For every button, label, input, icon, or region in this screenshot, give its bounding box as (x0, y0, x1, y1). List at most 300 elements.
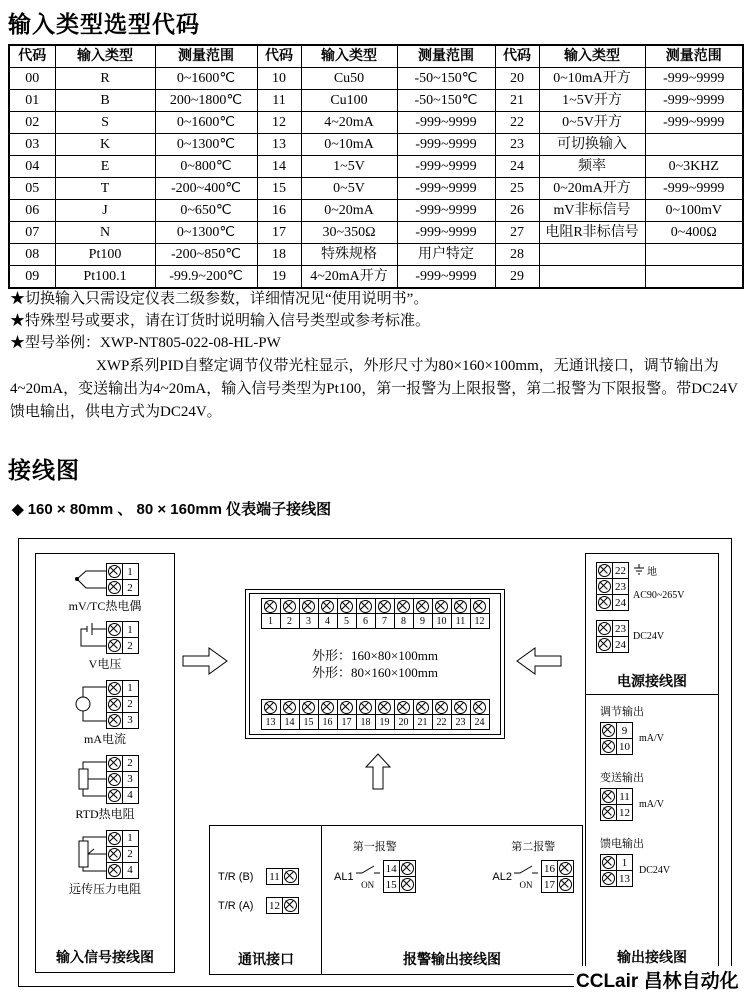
screw-terminal (557, 876, 574, 893)
table-cell: 26 (495, 200, 539, 222)
screw-icon (598, 580, 611, 593)
wiring-diagram (18, 538, 732, 987)
table-cell: Pt100 (55, 244, 155, 266)
terminal-row (600, 788, 633, 805)
screw-icon (473, 701, 486, 714)
column-header: 测量范围 (645, 45, 743, 68)
table-cell: 13 (257, 134, 301, 156)
terminal-row (106, 846, 139, 863)
bottom-terminal-strip (261, 699, 490, 730)
table-cell: 02 (9, 112, 55, 134)
terminal-unit (299, 598, 319, 629)
table-cell (539, 266, 645, 289)
comm-signal-label: T/R (A) (218, 899, 254, 912)
terminal-number: 3 (299, 613, 319, 629)
screw-terminal (106, 637, 123, 654)
screw-icon (397, 701, 410, 714)
terminal-number: 6 (356, 613, 376, 629)
screw-icon (378, 600, 391, 613)
screw-icon (454, 600, 467, 613)
screw-terminal (106, 862, 123, 879)
output-groups (600, 703, 716, 901)
notes-list (10, 288, 430, 354)
screw-terminal (318, 598, 338, 614)
terminal-number: 2 (122, 696, 139, 713)
screw-terminal (106, 771, 123, 788)
terminal-unit (337, 598, 357, 629)
output-group-label: 调节输出 (600, 706, 644, 718)
table-row (9, 134, 743, 156)
screw-icon (559, 878, 572, 891)
output-signal-note: mA/V (639, 799, 664, 810)
screw-icon (108, 623, 121, 636)
terminal-number: 2 (122, 637, 139, 654)
terminal-number: 1 (122, 563, 139, 580)
terminal-row (596, 636, 629, 653)
screw-terminal (600, 854, 617, 871)
terminal-number: 4 (122, 787, 139, 804)
screw-icon (321, 701, 334, 714)
screw-icon (602, 790, 615, 803)
alarm-units (334, 838, 574, 893)
terminal-row (596, 562, 629, 579)
table-cell: 15 (257, 178, 301, 200)
terminal-row (106, 712, 139, 729)
screw-terminal (596, 620, 613, 637)
table-cell: Cu50 (301, 68, 397, 90)
column-header: 代码 (495, 45, 539, 68)
ac-range-label: AC90~265V (633, 589, 685, 601)
terminal-row (106, 579, 139, 596)
column-header: 代码 (257, 45, 301, 68)
table-cell: 0~5V开方 (539, 112, 645, 134)
table-cell: -999~9999 (645, 112, 743, 134)
input-group (36, 563, 174, 614)
screw-terminal (600, 738, 617, 755)
terminal-block (600, 854, 633, 887)
terminal-number: 17 (541, 876, 558, 893)
terminal-row (106, 771, 139, 788)
screw-icon (401, 862, 414, 875)
table-cell: 04 (9, 156, 55, 178)
table-cell: 0~800℃ (155, 156, 257, 178)
input-group-label: RTD热电阻 (75, 807, 135, 821)
table-cell: 30~350Ω (301, 222, 397, 244)
terminal-number: 22 (432, 714, 452, 730)
output-wiring-box (585, 694, 719, 973)
screw-terminal (261, 598, 281, 614)
terminal-block (596, 562, 629, 611)
column-header: 输入类型 (301, 45, 397, 68)
screw-terminal (106, 787, 123, 804)
terminal-row (106, 680, 139, 697)
alarm-box-title: 报警输出接线图 (403, 953, 501, 968)
table-cell: 12 (257, 112, 301, 134)
screw-terminal (596, 636, 613, 653)
screw-icon (264, 701, 277, 714)
pressure-sensor-icon (72, 829, 106, 879)
screw-icon (602, 740, 615, 753)
alarm-name: AL1 (334, 870, 354, 883)
terminal-row (600, 854, 633, 871)
screw-terminal (356, 699, 376, 715)
table-cell: 电阻R非标信号 (539, 222, 645, 244)
table-cell: 01 (9, 90, 55, 112)
input-group-label: V电压 (88, 657, 122, 671)
input-codes-table (8, 44, 744, 289)
terminal-unit (432, 699, 452, 730)
terminal-unit (413, 598, 433, 629)
table-cell: -999~9999 (397, 200, 495, 222)
table-cell: 0~1600℃ (155, 68, 257, 90)
input-wiring (72, 679, 139, 729)
screw-terminal (280, 699, 300, 715)
terminal-unit (318, 699, 338, 730)
output-row (600, 788, 716, 821)
table-cell (645, 266, 743, 289)
terminal-row (600, 804, 633, 821)
ma-sensor-icon (72, 679, 106, 729)
screw-icon (602, 872, 615, 885)
terminal-unit (470, 598, 490, 629)
screw-terminal (106, 621, 123, 638)
screw-terminal (356, 598, 376, 614)
table-cell: mV非标信号 (539, 200, 645, 222)
output-box-title: 输出接线图 (617, 951, 687, 966)
column-header: 代码 (9, 45, 55, 68)
screw-icon (283, 701, 296, 714)
table-cell: 4~20mA (301, 112, 397, 134)
terminal-number: 23 (612, 620, 629, 637)
terminal-number: 7 (375, 613, 395, 629)
alarm-row (492, 860, 574, 893)
table-cell: 11 (257, 90, 301, 112)
screw-terminal (596, 594, 613, 611)
screw-terminal (596, 562, 613, 579)
terminal-unit (356, 598, 376, 629)
screw-terminal (600, 870, 617, 887)
table-cell: K (55, 134, 155, 156)
screw-icon (435, 701, 448, 714)
terminal-row (600, 722, 633, 739)
terminal-number: 9 (413, 613, 433, 629)
terminal-number: 11 (616, 788, 633, 805)
terminal-number: 15 (299, 714, 319, 730)
alarm-switch (356, 863, 380, 890)
screw-terminal (106, 579, 123, 596)
terminal-unit (261, 598, 281, 629)
alarm-unit (334, 838, 416, 893)
terminal-number: 2 (280, 613, 300, 629)
screw-terminal (394, 699, 414, 715)
switch-on-label: ON (519, 880, 533, 890)
terminal-number: 23 (451, 714, 471, 730)
terminal-block (596, 620, 629, 653)
table-cell (539, 244, 645, 266)
table-cell: 0~100mV (645, 200, 743, 222)
screw-icon (302, 600, 315, 613)
terminal-row (541, 860, 574, 877)
watermark-text: CCLair 昌林自动化 (574, 966, 741, 993)
table-cell: 10 (257, 68, 301, 90)
output-group-label: 馈电输出 (600, 838, 644, 850)
screw-terminal (375, 699, 395, 715)
power-blocks (596, 562, 716, 662)
terminal-unit (280, 598, 300, 629)
screw-terminal (600, 804, 617, 821)
terminal-number: 15 (383, 876, 400, 893)
table-cell: 24 (495, 156, 539, 178)
table-cell: S (55, 112, 155, 134)
screw-icon (108, 565, 121, 578)
screw-icon (108, 714, 121, 727)
terminal-block (541, 860, 574, 893)
terminal-number: 3 (122, 712, 139, 729)
terminal-row (383, 876, 416, 893)
comm-signal-label: T/R (B) (218, 870, 254, 883)
arrow-left-icon (515, 643, 563, 679)
table-cell: 特殊规格 (301, 244, 397, 266)
comm-rows (218, 868, 318, 926)
screw-terminal (106, 563, 123, 580)
screw-terminal (399, 876, 416, 893)
table-row (9, 112, 743, 134)
terminal-number: 24 (470, 714, 490, 730)
power-ac-block (596, 562, 716, 611)
screw-terminal (375, 598, 395, 614)
note-line: ★型号举例：XWP-NT805-022-08-HL-PW (10, 335, 281, 351)
switch-icon (514, 863, 538, 881)
comm-interface-box (209, 825, 323, 975)
input-group (36, 754, 174, 822)
table-cell: 用户特定 (397, 244, 495, 266)
output-signal-note: mA/V (639, 733, 664, 744)
screw-terminal (318, 699, 338, 715)
terminal-strip-box (245, 589, 505, 739)
v-sensor-icon (72, 621, 106, 654)
table-cell: 06 (9, 200, 55, 222)
table-row (9, 244, 743, 266)
screw-icon (416, 701, 429, 714)
column-header: 测量范围 (155, 45, 257, 68)
table-cell: 1~5V开方 (539, 90, 645, 112)
switch-icon (356, 863, 380, 881)
column-header: 测量范围 (397, 45, 495, 68)
terminal-number: 1 (122, 830, 139, 847)
screw-terminal (432, 598, 452, 614)
screw-icon (283, 600, 296, 613)
input-group (36, 621, 174, 672)
terminal-number: 8 (394, 613, 414, 629)
terminal-unit (470, 699, 490, 730)
terminal-unit (375, 699, 395, 730)
screw-terminal (451, 699, 471, 715)
terminal-number: 16 (541, 860, 558, 877)
screw-terminal (413, 699, 433, 715)
alarm-switch (514, 863, 538, 890)
top-terminal-strip (261, 598, 490, 629)
table-cell: 0~1600℃ (155, 112, 257, 134)
output-group (600, 769, 716, 821)
screw-terminal (600, 722, 617, 739)
note-line: ★特殊型号或要求，请在订货时说明输入信号类型或参考标准。 (10, 313, 431, 329)
terminal-number: 12 (470, 613, 490, 629)
wiring-subtitle: ◆ 160 × 80mm 、 80 × 160mm 仪表端子接线图 (12, 501, 332, 518)
terminal-row (106, 621, 139, 638)
table-cell: N (55, 222, 155, 244)
comm-box-title: 通讯接口 (238, 953, 294, 968)
table-row (9, 222, 743, 244)
model-example-paragraph: XWP系列PID自整定调节仪带光柱显示，外形尺寸为80×160×100mm，无通讯接口，调节输出为4~20mA，变送输出为4~20mA，输入信号类型为Pt100，第一报警为上限报警，第二报警为下限报警。带DC24V馈电输出，供电方式为DC24V。 (10, 358, 738, 420)
terminal-row (600, 738, 633, 755)
terminal-row (106, 637, 139, 654)
terminal-number: 2 (122, 846, 139, 863)
terminal-number: 5 (337, 613, 357, 629)
input-panel-title: 输入信号接线图 (56, 951, 154, 966)
input-wiring (72, 754, 139, 804)
arrow-right-icon (181, 643, 229, 679)
terminal-row (596, 594, 629, 611)
alarm-caption: 第一报警 (352, 841, 397, 853)
table-cell: 0~10mA (301, 134, 397, 156)
table-cell: 14 (257, 156, 301, 178)
terminal-block (106, 563, 139, 596)
screw-terminal (600, 788, 617, 805)
table-cell: 17 (257, 222, 301, 244)
table-cell: 0~650℃ (155, 200, 257, 222)
screw-icon (108, 848, 121, 861)
screw-icon (108, 773, 121, 786)
table-cell: -999~9999 (397, 112, 495, 134)
screw-terminal (557, 860, 574, 877)
terminal-row (106, 830, 139, 847)
terminal-unit (337, 699, 357, 730)
terminal-number: 1 (616, 854, 633, 871)
terminal-strip-inner (249, 593, 501, 735)
screw-icon (602, 806, 615, 819)
screw-terminal (106, 830, 123, 847)
arrow-up-icon (363, 751, 393, 791)
case-size-line: 外形：80×160×100mm (312, 665, 438, 680)
table-cell: 23 (495, 134, 539, 156)
terminal-unit (375, 598, 395, 629)
table-cell: J (55, 200, 155, 222)
screw-terminal (337, 699, 357, 715)
terminal-strip-top (261, 598, 490, 629)
output-group (600, 835, 716, 887)
terminal-block (106, 680, 139, 729)
table-cell: -999~9999 (397, 156, 495, 178)
table-cell: 18 (257, 244, 301, 266)
terminal-number: 13 (616, 870, 633, 887)
table-cell: -999~9999 (397, 266, 495, 289)
terminal-number: 4 (318, 613, 338, 629)
rtd-sensor-icon (72, 754, 106, 804)
column-header: 输入类型 (55, 45, 155, 68)
terminal-row (600, 870, 633, 887)
screw-icon (321, 600, 334, 613)
codes-table-body (9, 68, 743, 289)
output-row (600, 722, 716, 755)
screw-terminal (106, 846, 123, 863)
table-cell: 0~10mA开方 (539, 68, 645, 90)
input-group-label: mV/TC热电偶 (68, 599, 142, 613)
table-cell: 28 (495, 244, 539, 266)
terminal-number: 11 (451, 613, 471, 629)
screw-icon (454, 701, 467, 714)
table-row (9, 266, 743, 289)
table-cell: 0~1300℃ (155, 222, 257, 244)
switch-on-label: ON (361, 880, 375, 890)
table-cell (645, 134, 743, 156)
table-cell: -50~150℃ (397, 68, 495, 90)
terminal-row (106, 787, 139, 804)
terminal-block (266, 897, 299, 914)
table-cell: 07 (9, 222, 55, 244)
terminal-number: 24 (612, 636, 629, 653)
power-wiring-box (585, 553, 719, 697)
screw-icon (416, 600, 429, 613)
table-cell: 0~20mA (301, 200, 397, 222)
terminal-row (106, 755, 139, 772)
terminal-number: 14 (280, 714, 300, 730)
screw-icon (108, 682, 121, 695)
terminal-number: 12 (266, 897, 283, 914)
terminal-row (266, 868, 299, 885)
screw-terminal (432, 699, 452, 715)
input-wiring (72, 621, 139, 654)
alarm-name: AL2 (492, 870, 512, 883)
codes-table-head-row (9, 45, 743, 68)
screw-icon (108, 757, 121, 770)
wiring-section-title: 接线图 (8, 457, 80, 483)
terminal-number: 1 (122, 680, 139, 697)
table-cell: 0~3KHZ (645, 156, 743, 178)
screw-terminal (451, 598, 471, 614)
screw-terminal (282, 868, 299, 885)
table-cell: -999~9999 (645, 178, 743, 200)
screw-terminal (596, 578, 613, 595)
table-cell: -999~9999 (397, 178, 495, 200)
terminal-number: 21 (413, 714, 433, 730)
input-group (36, 679, 174, 747)
screw-icon (108, 639, 121, 652)
screw-icon (340, 701, 353, 714)
case-size-line: 外形：160×80×100mm (312, 648, 438, 663)
terminal-number: 14 (383, 860, 400, 877)
alarm-output-box (321, 825, 583, 975)
column-header: 输入类型 (539, 45, 645, 68)
comm-row (218, 897, 318, 914)
terminal-strip-bottom (261, 699, 490, 730)
input-wiring (72, 829, 139, 879)
screw-icon (359, 600, 372, 613)
screw-terminal (106, 696, 123, 713)
table-cell: 21 (495, 90, 539, 112)
table-cell: 29 (495, 266, 539, 289)
output-signal-note: DC24V (639, 865, 671, 876)
table-cell: 0~400Ω (645, 222, 743, 244)
page-title: 输入类型选型代码 (8, 11, 200, 37)
screw-icon (435, 600, 448, 613)
table-cell: 4~20mA开方 (301, 266, 397, 289)
screw-icon (559, 862, 572, 875)
terminal-block (600, 788, 633, 821)
case-size-lines (312, 647, 438, 681)
terminal-unit (280, 699, 300, 730)
input-group-label: mA电流 (83, 732, 126, 746)
terminal-unit (318, 598, 338, 629)
